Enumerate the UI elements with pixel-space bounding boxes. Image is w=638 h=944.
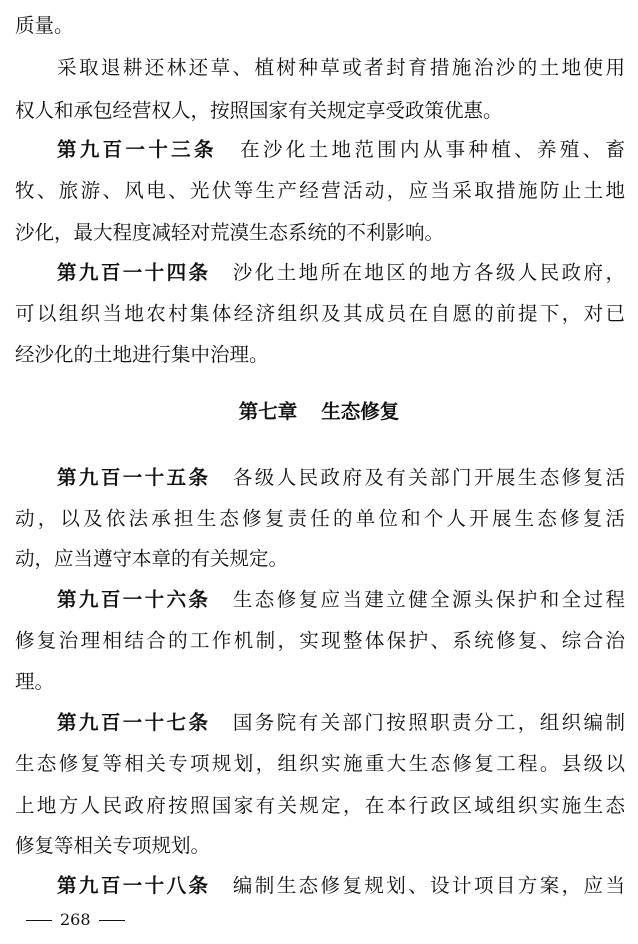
- article-916-line: [57, 580, 625, 620]
- page-footer: [26, 908, 125, 932]
- article-916-heading: 第九百一十六条: [57, 588, 211, 611]
- chapter-title: 生态修复: [321, 400, 400, 423]
- article-914-heading: 第九百一十四条: [57, 261, 211, 284]
- article-917-heading: 第九百一十七条: [57, 711, 211, 734]
- chapter-number: 第七章: [238, 400, 298, 423]
- text-line: 权人和承包经营权人，按照国家有关规定享受政策优惠。: [15, 99, 503, 122]
- text-line: 牧、旅游、风电、光伏等生产经营活动，应当采取措施防止土地: [15, 179, 625, 202]
- article-913-heading: 第九百一十三条: [57, 138, 217, 161]
- text-line: 修复治理相结合的工作机制，实现整体保护、系统修复、综合治: [15, 629, 625, 652]
- footer-dash-left: [26, 920, 52, 921]
- article-914-line: [57, 253, 625, 293]
- text-line: 可以组织当地农村集体经济组织及其成员在自愿的前提下，对已: [15, 302, 625, 325]
- text-line: 理。: [15, 670, 55, 693]
- page-number: 268: [60, 910, 91, 929]
- article-915-line: [57, 458, 625, 498]
- text-line: 动，应当遵守本章的有关规定。: [15, 547, 289, 570]
- article-916-text: 生态修复应当建立健全源头保护和全过程: [230, 588, 625, 611]
- text-line: 上地方人民政府按照国家有关规定，在本行政区域组织实施生态: [15, 794, 625, 817]
- footer-dash-right: [99, 920, 125, 921]
- text-line: 动，以及依法承担生态修复责任的单位和个人开展生态修复活: [15, 507, 625, 530]
- text-line: 采取退耕还林还草、植树种草或者封育措施治沙的土地使用: [57, 56, 625, 79]
- chapter-heading: [0, 392, 638, 432]
- article-918-line: [57, 866, 625, 906]
- text-line: 质量。: [15, 14, 74, 37]
- text-line: 沙化，最大程度减轻对荒漠生态系统的不利影响。: [15, 221, 445, 244]
- article-915-text: 各级人民政府及有关部门开展生态修复活: [230, 466, 625, 489]
- article-914-text: 沙化土地所在地区的地方各级人民政府，: [230, 261, 625, 284]
- article-918-heading: 第九百一十八条: [57, 874, 211, 897]
- article-917-line: [57, 703, 625, 743]
- text-line: 经沙化的土地进行集中治理。: [15, 343, 269, 366]
- text-line: 生态修复等相关专项规划，组织实施重大生态修复工程。县级以: [15, 752, 625, 775]
- article-913-text: 在沙化土地范围内从事种植、养殖、畜: [236, 138, 625, 161]
- text-line: 修复等相关专项规划。: [15, 834, 211, 857]
- article-913-line: [57, 130, 625, 170]
- article-915-heading: 第九百一十五条: [57, 466, 211, 489]
- article-917-text: 国务院有关部门按照职责分工，组织编制: [230, 711, 625, 734]
- article-918-text: 编制生态修复规划、设计项目方案，应当: [230, 874, 625, 897]
